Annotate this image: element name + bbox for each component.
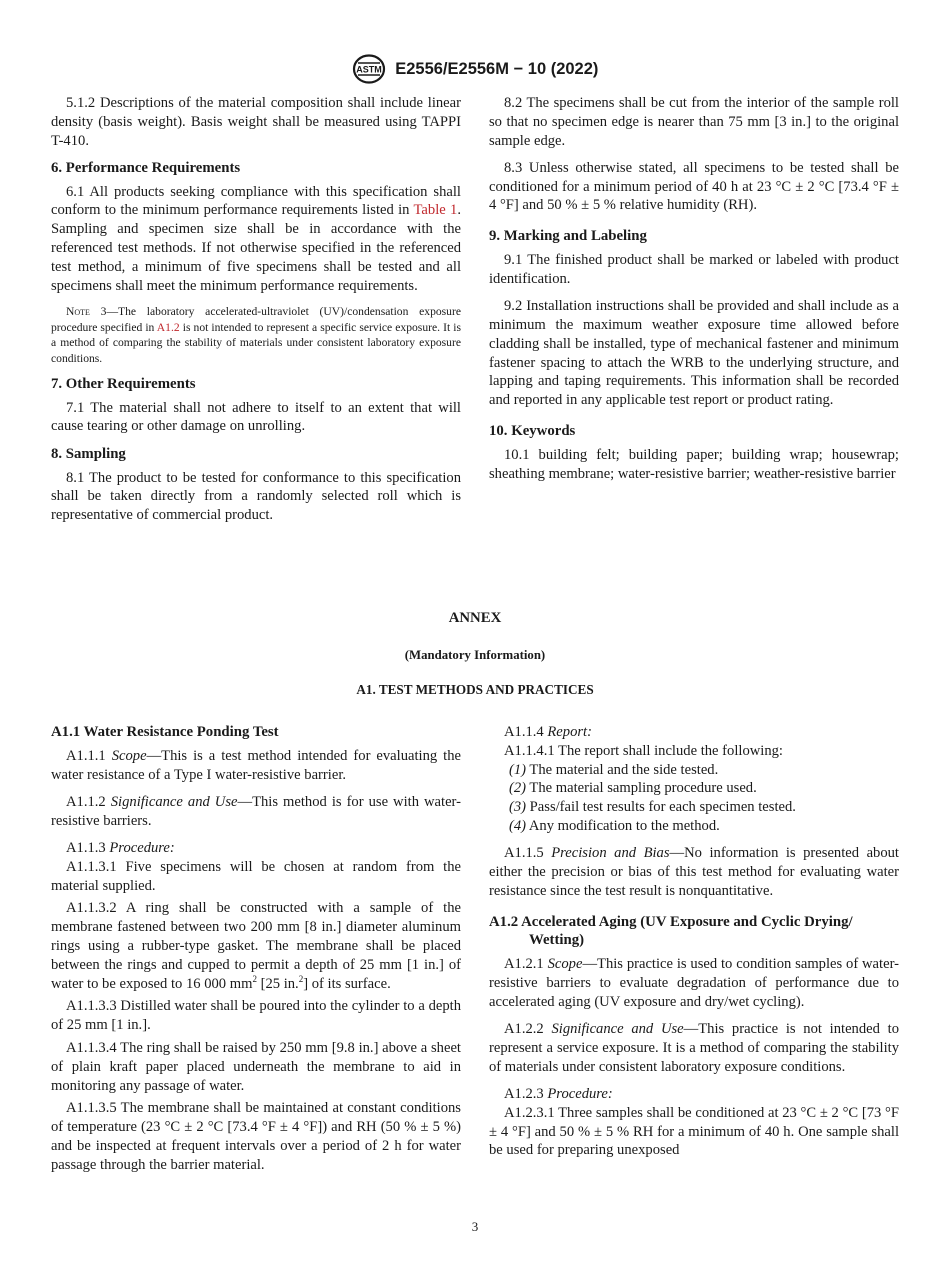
- table-1-link[interactable]: Table 1: [413, 202, 458, 219]
- astm-logo-text: ASTM: [355, 64, 382, 75]
- astm-logo-icon: [352, 54, 386, 84]
- section-7-heading: 7. Other Requirements: [51, 375, 196, 392]
- para-a1-1-3: A1.1.3 Procedure:: [66, 839, 175, 856]
- para-a1-1-5: A1.1.5 Precision and Bias—No information is presented about either the precision or bias of this test method for evaluating water resistance since the test result is nonquantitative.: [489, 845, 899, 899]
- section-9-heading: 9. Marking and Labeling: [489, 228, 647, 245]
- annex-right-column: [489, 720, 899, 1169]
- annex-left-column: [51, 720, 461, 1183]
- para-a1-1-1: A1.1.1 Scope—This is a test method intended for evaluating the water resistance of a Type I water-resistive barrier.: [51, 747, 461, 783]
- document-designation: E2556/E2556M − 10 (2022): [395, 59, 599, 78]
- para-a1-2-3: A1.2.3 Procedure:: [504, 1086, 613, 1103]
- para-a1-2-1: A1.2.1 Scope—This practice is used to condition samples of water-resistive barriers to evaluate degradation of performance due to accelerated aging (UV exposure and dry/wet cycling).: [489, 956, 899, 1010]
- report-item: (4) Any modification to the method.: [509, 817, 720, 834]
- top-left-column: [51, 94, 461, 533]
- report-item: (1) The material and the side tested.: [509, 761, 719, 778]
- section-10-heading: 10. Keywords: [489, 422, 576, 439]
- para-8-2: 8.2 The specimens shall be cut from the interior of the sample roll so that no specimen edge is nearer than 75 mm [3 in.] to the original sample edge.: [489, 95, 899, 149]
- annex-subtitle: (Mandatory Information): [404, 648, 546, 662]
- para-a1-1-4-1: A1.1.4.1 The report shall include the following:: [504, 742, 783, 759]
- report-item: (2) The material sampling procedure used.: [509, 780, 757, 797]
- para-10-1: 10.1 building felt; building paper; building wrap; housewrap; sheathing membrane; water-resistive barrier; weather-resistive barrier: [489, 446, 899, 482]
- annex-section-title: A1. TEST METHODS AND PRACTICES: [356, 682, 594, 697]
- a1-2-heading: A1.2 Accelerated Aging (UV Exposure and Cyclic Drying/ Wetting): [489, 913, 853, 949]
- section-8-heading: 8. Sampling: [51, 445, 126, 462]
- a1-2-link[interactable]: A1.2: [156, 320, 180, 334]
- para-a1-2-3-1: A1.2.3.1 Three samples shall be conditioned at 23 °C ± 2 °C [73 °F ± 4 °F] and 50 % ± 5 % RH for a minimum of 40 h. One sample shall be used for preparing unexposed: [489, 1104, 899, 1159]
- note-3-label: Note 3: [66, 304, 107, 318]
- a1-1-heading: A1.1 Water Resistance Ponding Test: [51, 724, 279, 740]
- para-a1-1-4: A1.1.4 Report:: [504, 724, 592, 740]
- para-5-1-2: 5.1.2 Descriptions of the material composition shall include linear density (basis weight). Basis weight shall be measured using TAPPI T-410.: [51, 95, 461, 149]
- top-right-column: [489, 94, 899, 492]
- para-8-3: 8.3 Unless otherwise stated, all specimens to be tested shall be conditioned for a minimum period of 40 h at 23 °C ± 2 °C [73.4 °F ± 4 °F] and 50 % ± 5 % relative humidity (RH).: [489, 159, 899, 214]
- para-a1-1-2: A1.1.2 Significance and Use—This method is for use with water-resistive barriers.: [51, 793, 461, 829]
- para-a1-1-3-2: A1.1.3.2 A ring shall be constructed with a sample of the membrane fastened between two 200 mm [8 in.] diameter aluminum rings using a rubber-type gasket. The membrane shall be placed between the rings and cupped to permit a depth of 25 mm [1 in.] of water to be exposed to 16 000 $mm^2$ [25 in.$^2$] of its surface.: [51, 900, 461, 992]
- section-6-heading: 6. Performance Requirements: [51, 159, 241, 176]
- para-9-2: 9.2 Installation instructions shall be provided and shall include as a minimum the maximum weather exposure time allowed before cladding shall be installed, type of mechanical fastener and minimum fastener spacing to attach the WRB to the underlying structure, and lapping and taping requirements. This information shall be recorded and reported in any applicable test report or product rating.: [489, 298, 899, 409]
- para-9-1: 9.1 The finished product shall be marked or labeled with product identification.: [489, 252, 899, 287]
- para-a1-1-3-5: A1.1.3.5 The membrane shall be maintained at constant conditions of temperature (23 °C ± 2 °C [73.4 °F ± 4 °F]) and RH (50 % ± 5 %) and be inspected at frequent intervals over a period of 2 h for water passage through the barrier material.: [51, 1100, 461, 1173]
- page-number: 3: [471, 1219, 479, 1234]
- para-a1-1-3-3: A1.1.3.3 Distilled water shall be poured into the cylinder to a depth of 25 mm [1 in.].: [51, 998, 461, 1034]
- report-item: (3) Pass/fail test results for each specimen tested.: [509, 799, 796, 816]
- para-a1-1-3-1: A1.1.3.1 Five specimens will be chosen at random from the material supplied.: [51, 858, 461, 894]
- para-a1-1-3-4: A1.1.3.4 The ring shall be raised by 250 mm [9.8 in.] above a sheet of plain kraft paper placed underneath the membrane to aid in monitoring any passage of water.: [51, 1039, 461, 1094]
- annex-title: ANNEX: [448, 610, 502, 626]
- page-header: [0, 54, 950, 84]
- note-3: Note 3—The laboratory accelerated-ultraviolet (UV)/condensation exposure procedure specified in A1.2 is not intended to represent a specific service exposure. It is a method of comparing the stability of materials under consistent laboratory exposure conditions.: [51, 304, 461, 365]
- para-a1-2-2: A1.2.2 Significance and Use—This practice is not intended to represent a service exposure. It is a method of comparing the stability of materials under consistent laboratory exposure conditions.: [489, 1021, 899, 1075]
- para-7-1: 7.1 The material shall not adhere to itself to an extent that will cause tearing or other damage on unrolling.: [51, 399, 461, 435]
- para-6-1: 6.1 All products seeking compliance with this specification shall conform to the minimum performance requirements listed in Table 1. Sampling and specimen size shall be in accordance with the referenced test methods. If not otherwise specified in the referenced test method, a minimum of five specimens shall be tested and all specimens shall meet the minimum performance requirements.: [51, 183, 462, 294]
- para-8-1: 8.1 The product to be tested for conformance to this specification shall be taken directly from a randomly selected roll which is representative of commercial product.: [51, 469, 461, 524]
